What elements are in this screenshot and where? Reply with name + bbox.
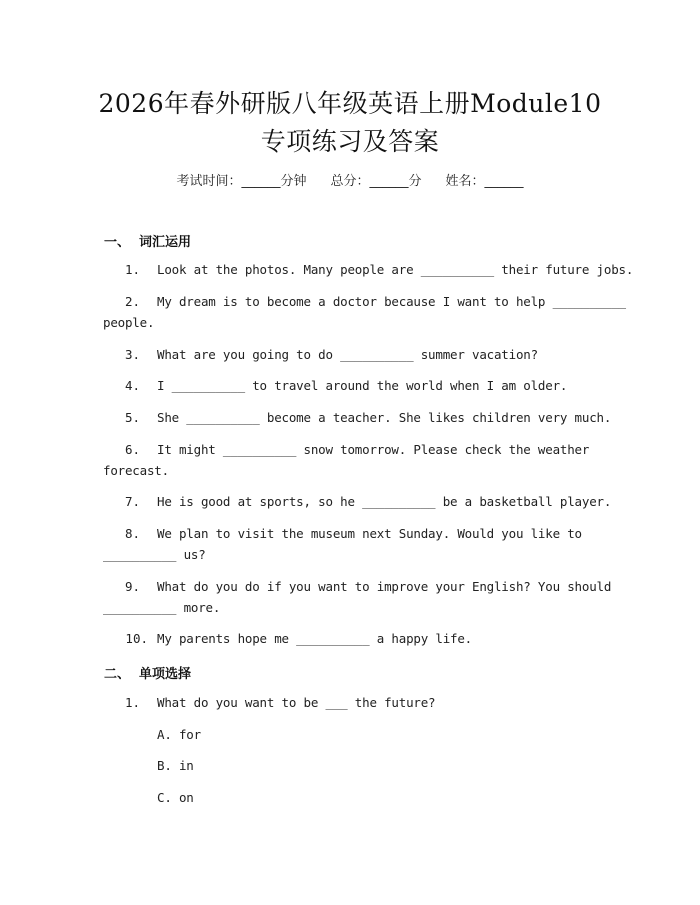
question-number: 8. bbox=[124, 526, 140, 541]
question-text: What do you want to be ___ the future? bbox=[157, 695, 436, 710]
option-c: C. on bbox=[157, 790, 194, 805]
exam-meta bbox=[0, 170, 700, 189]
question-number: 6. bbox=[124, 442, 140, 457]
question-number: 1. bbox=[124, 262, 140, 277]
question-number: 2. bbox=[124, 294, 140, 309]
exam-time: 考试时间：______分钟 bbox=[176, 174, 307, 189]
question-number: 5. bbox=[124, 410, 140, 425]
question-text: My dream is to become a doctor because I want to help __________ bbox=[157, 294, 626, 309]
question-text: What do you do if you want to improve your English? You should bbox=[157, 579, 612, 594]
question-text: It might __________ snow tomorrow. Please check the weather bbox=[157, 442, 590, 457]
question-text-continued: people. bbox=[103, 315, 155, 330]
section-heading-multiple-choice: 二、 单项选择 bbox=[104, 667, 192, 682]
question-text: Look at the photos. Many people are __________ their future jobs. bbox=[157, 262, 634, 277]
document-title-line-1: 2026年春外研版八年级英语上册Module10 bbox=[98, 89, 602, 118]
question-text: I __________ to travel around the world when I am older. bbox=[157, 378, 568, 393]
question-number: 1. bbox=[124, 695, 140, 710]
question-number: 7. bbox=[124, 494, 140, 509]
question-text: She __________ become a teacher. She likes children very much. bbox=[157, 410, 612, 425]
exam-score: 总分：______分 bbox=[330, 174, 422, 189]
question-text: We plan to visit the museum next Sunday. Would you like to bbox=[157, 526, 582, 541]
section-heading-vocabulary: 一、 词汇运用 bbox=[104, 235, 192, 250]
question-number: 10. bbox=[125, 631, 148, 646]
question-number: 9. bbox=[124, 579, 140, 594]
question-text: My parents hope me __________ a happy life. bbox=[157, 631, 473, 646]
student-name: 姓名：______ bbox=[445, 174, 524, 189]
option-a: A. for bbox=[157, 727, 201, 742]
question-text-continued: __________ more. bbox=[103, 600, 221, 615]
question-text: What are you going to do __________ summer vacation? bbox=[157, 347, 538, 362]
option-b: B. in bbox=[157, 758, 194, 773]
question-text-continued: forecast. bbox=[103, 463, 169, 478]
question-number: 4. bbox=[124, 378, 140, 393]
question-number: 3. bbox=[124, 347, 140, 362]
document-title-line-2: 专项练习及答案 bbox=[260, 127, 440, 156]
question-text: He is good at sports, so he __________ be a basketball player. bbox=[157, 494, 612, 509]
question-text-continued: __________ us? bbox=[103, 547, 206, 562]
